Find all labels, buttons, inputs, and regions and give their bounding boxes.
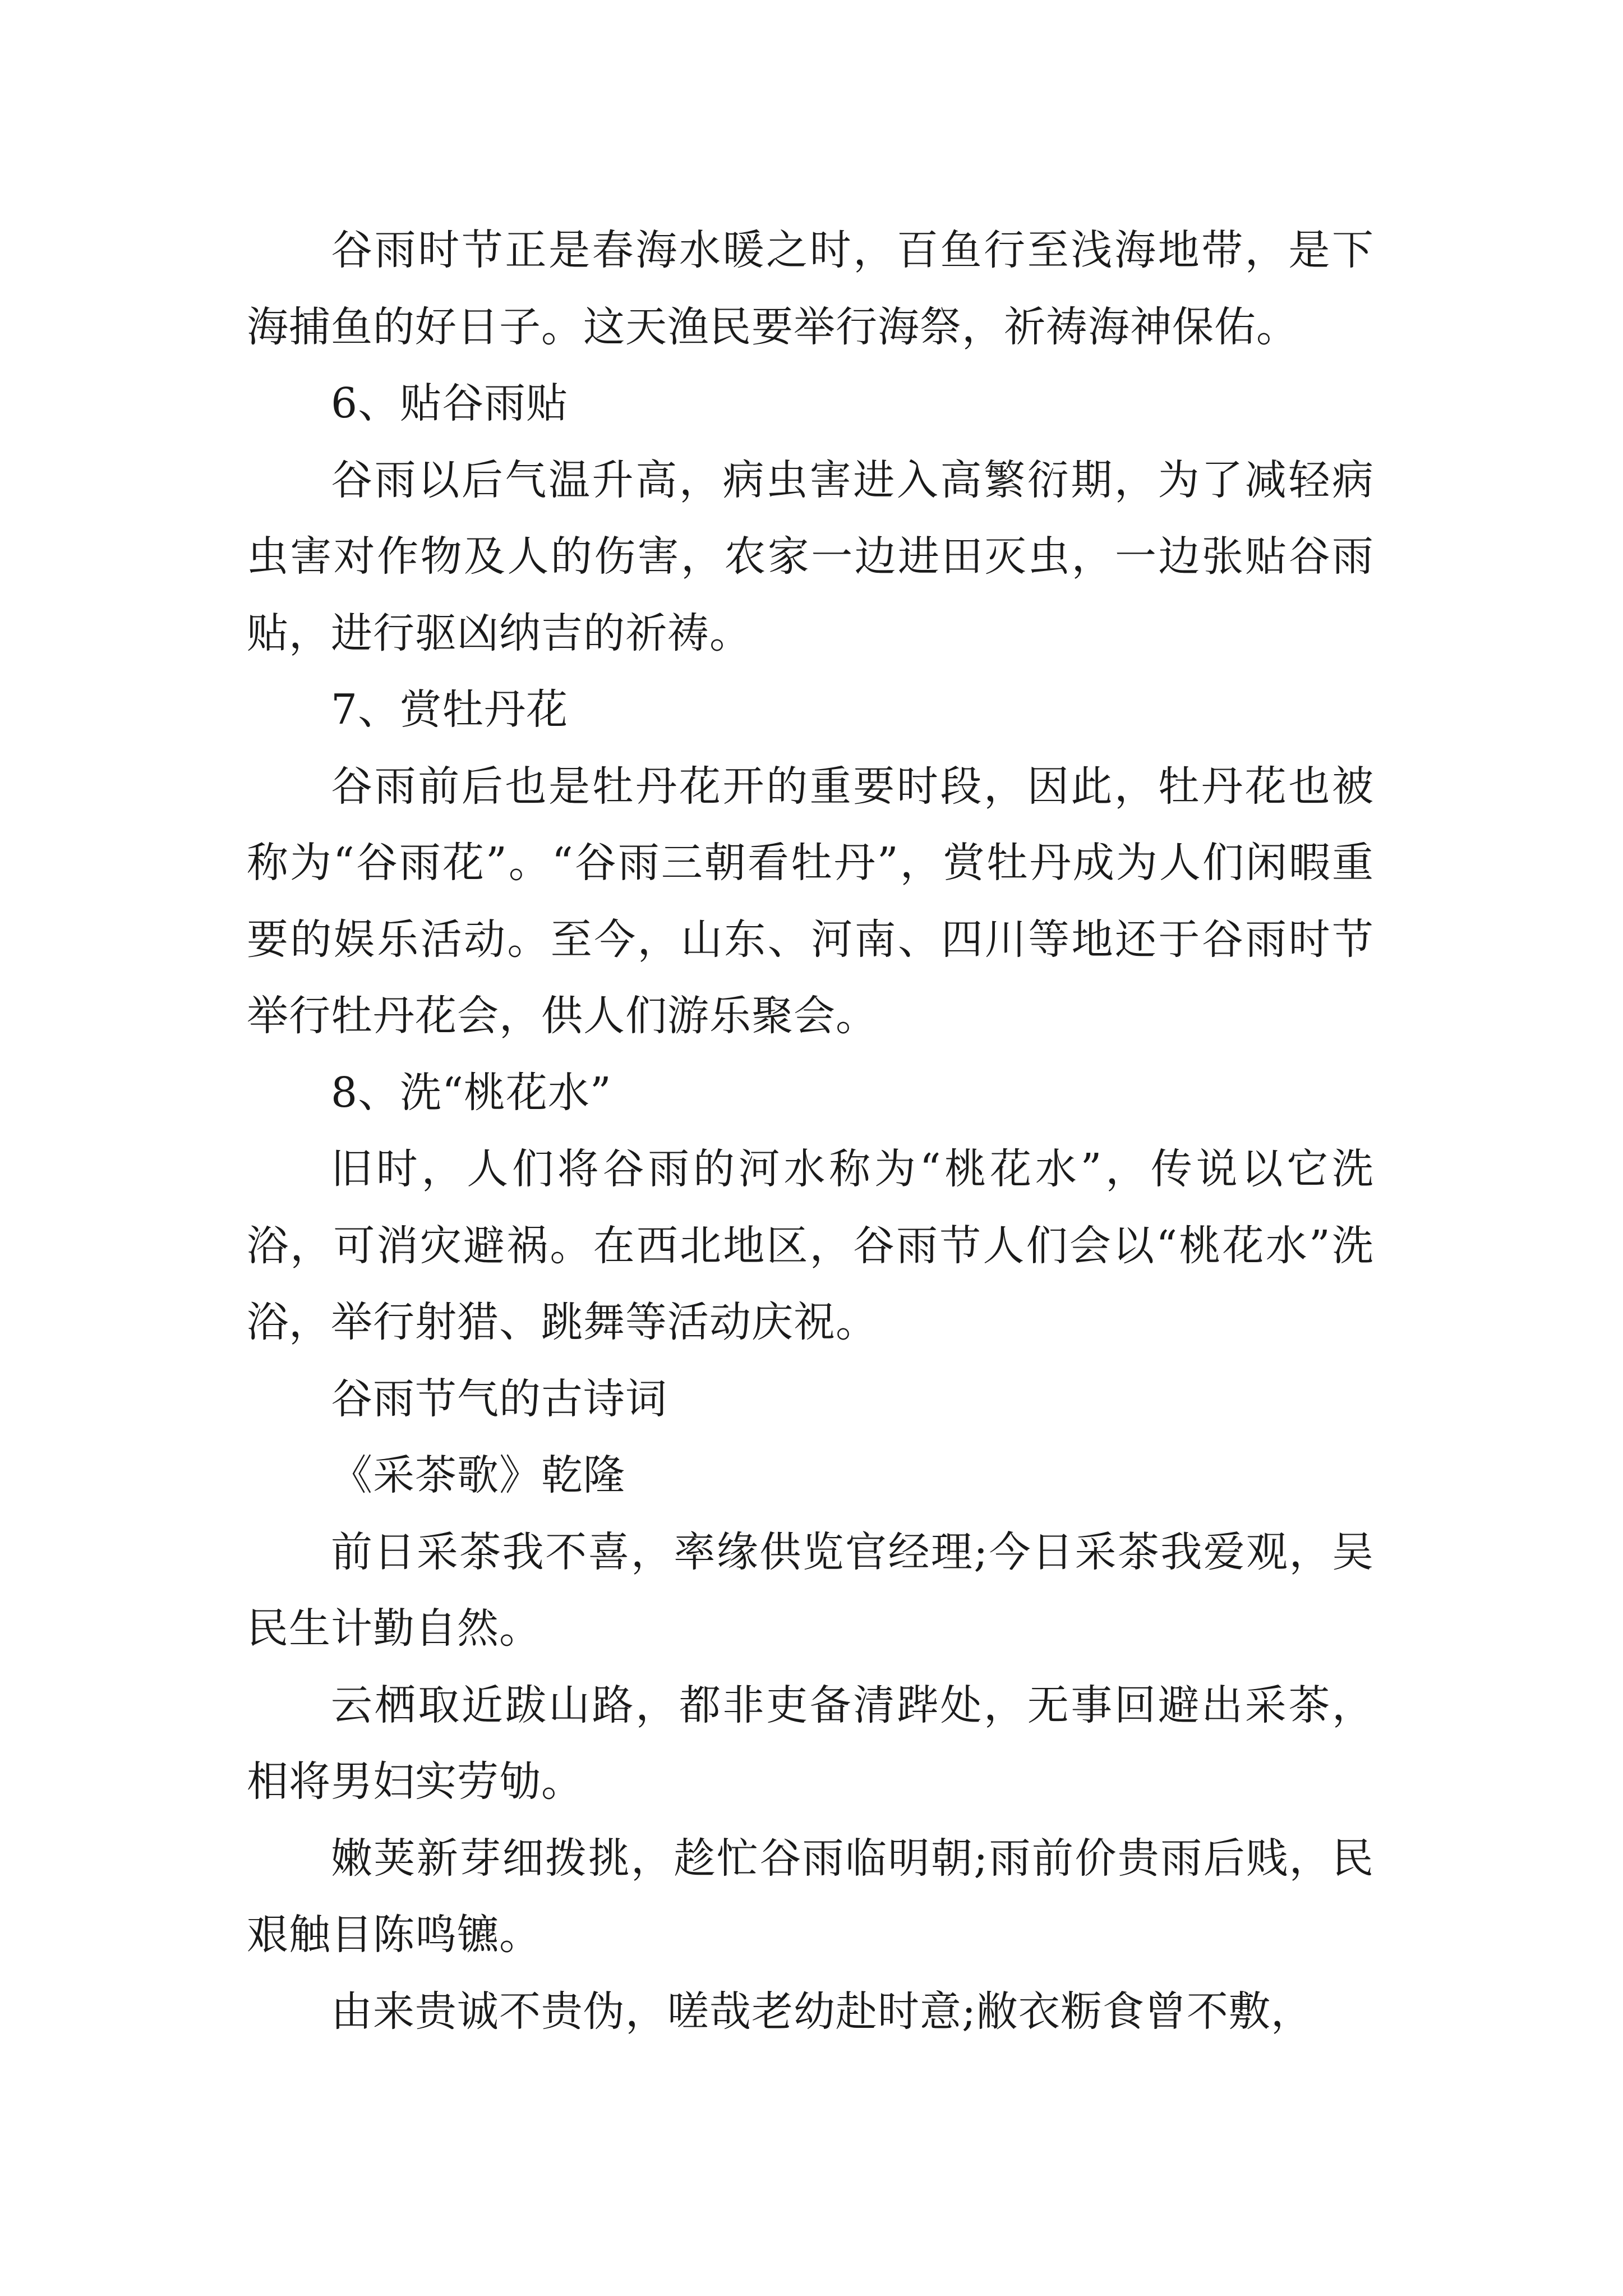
paragraph-peony: 谷雨前后也是牡丹花开的重要时段，因此，牡丹花也被称为“谷雨花”。“谷雨三朝看牡丹”，赏牡丹成为人们闲暇重要的娱乐活动。至今，山东、河南、四川等地还于谷雨时节举行牡丹花会，供人们游乐聚会。: [247, 762, 1374, 1040]
paragraph-fishing-festival: 谷雨时节正是春海水暖之时，百鱼行至浅海地带，是下海捕鱼的好日子。这天渔民要举行海祭，祈祷海神保佑。: [247, 226, 1374, 351]
section-heading-peach-blossom-water: 8、洗“桃花水”: [331, 1068, 612, 1117]
paragraph-guyu-tie: 谷雨以后气温升高，病虫害进入高繁衍期，为了减轻病虫害对作物及人的伤害，农家一边进田灭虫，一边张贴谷雨贴，进行驱凶纳吉的祈祷。: [247, 455, 1374, 657]
poem-stanza-3: 嫩荚新芽细拨挑，趁忙谷雨临明朝;雨前价贵雨后贱，民艰触目陈鸣镳。: [247, 1834, 1374, 1959]
document-body: [247, 212, 1374, 2050]
poem-stanza-4: 由来贵诚不贵伪，嗟哉老幼赴时意;敝衣粝食曾不敷，: [331, 1987, 1313, 2036]
poem-title: 《采茶歌》乾隆: [331, 1451, 625, 1499]
paragraph-peach-blossom-water: 旧时，人们将谷雨的河水称为“桃花水”，传说以它洗浴，可消灾避祸。在西北地区，谷雨节人们会以“桃花水”洗浴，举行射猎、跳舞等活动庆祝。: [247, 1145, 1374, 1346]
section-heading-peony: 7、赏牡丹花: [331, 685, 569, 734]
poem-stanza-2: 云栖取近跋山路，都非吏备清跸处，无事回避出采茶，相将男妇实劳劬。: [247, 1681, 1374, 1806]
poem-stanza-1: 前日采茶我不喜，率缘供览官经理;今日采茶我爱观，吴民生计勤自然。: [247, 1527, 1374, 1653]
section-heading-guyu-tie: 6、贴谷雨贴: [331, 379, 569, 427]
section-heading-poems: 谷雨节气的古诗词: [331, 1374, 667, 1423]
